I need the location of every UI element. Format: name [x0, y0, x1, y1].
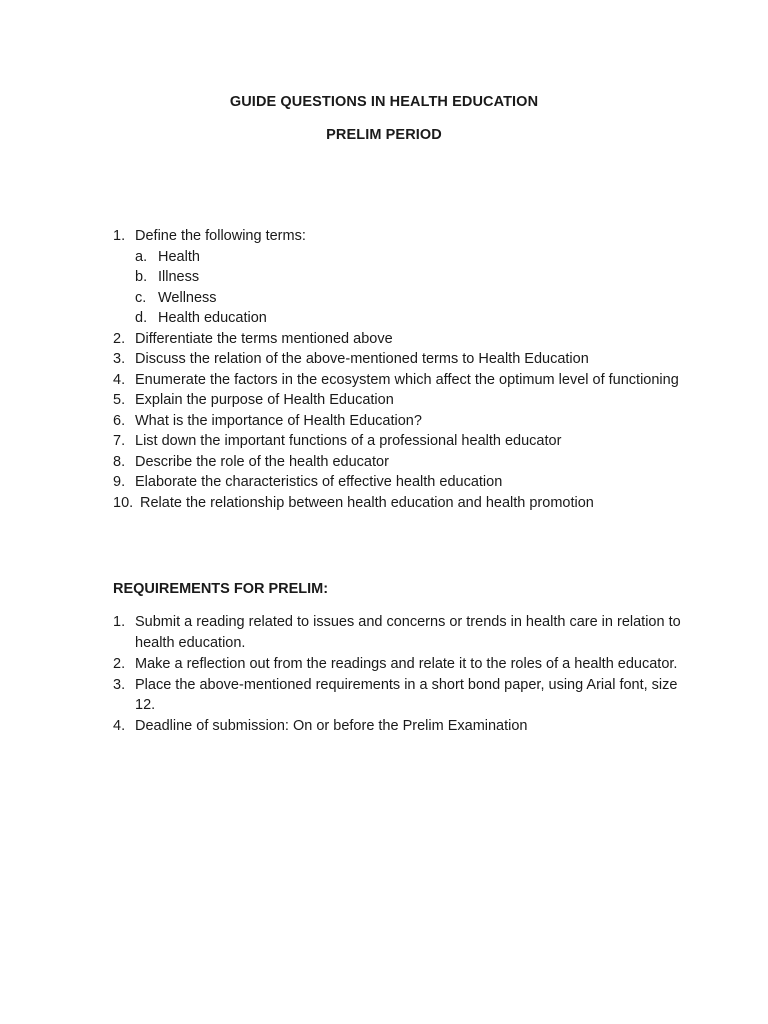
question-text: Enumerate the factors in the ecosystem which affect the optimum level of functioning	[135, 371, 679, 388]
requirements-list	[113, 612, 693, 737]
terms-sublist	[135, 247, 693, 329]
question-text: Elaborate the characteristics of effective health education	[135, 474, 503, 490]
guide-questions-list	[113, 226, 693, 513]
term-item	[135, 247, 693, 268]
requirement-number: 1.	[113, 614, 126, 630]
document-subtitle: PRELIM PERIOD	[326, 127, 442, 143]
term-item	[135, 267, 693, 288]
requirement-text: Deadline of submission: On or before the Prelim Examination	[135, 718, 528, 734]
document-title: GUIDE QUESTIONS IN HEALTH EDUCATION	[229, 94, 539, 110]
requirement-item-1	[113, 612, 693, 653]
term-text: Wellness	[158, 289, 217, 306]
requirement-item-3	[113, 675, 693, 716]
question-item-8	[113, 452, 693, 473]
requirement-item-2	[113, 654, 693, 675]
requirement-item-4	[113, 716, 693, 737]
requirement-text: Submit a reading related to issues and concerns or trends in health care in relation to health education.	[135, 614, 681, 651]
question-number: 7.	[113, 433, 126, 449]
question-text: Describe the role of the health educator	[135, 453, 389, 470]
question-number: 2.	[113, 330, 126, 347]
question-item-7	[113, 431, 693, 452]
term-item	[135, 288, 693, 309]
requirement-number: 2.	[113, 655, 126, 672]
question-number: 1.	[113, 228, 126, 244]
question-number: 5.	[113, 392, 126, 408]
question-number: 8.	[113, 453, 126, 470]
question-number: 10.	[113, 494, 134, 511]
requirement-text: Place the above-mentioned requirements in a short bond paper, using Arial font, size 12.	[135, 676, 678, 713]
term-text: Illness	[158, 269, 200, 285]
question-number: 4.	[113, 371, 126, 388]
question-text: Differentiate the terms mentioned above	[135, 330, 393, 347]
term-text: Health education	[158, 310, 267, 326]
question-item-9	[113, 472, 693, 493]
question-item-5	[113, 390, 693, 411]
requirements-heading: REQUIREMENTS FOR PRELIM:	[113, 581, 329, 597]
question-item-3	[113, 349, 693, 370]
question-number: 6.	[113, 412, 126, 429]
question-text: What is the importance of Health Education?	[135, 412, 422, 429]
question-text: Explain the purpose of Health Education	[135, 392, 394, 408]
question-number: 3.	[113, 351, 126, 367]
requirement-number: 4.	[113, 718, 126, 734]
question-item-4	[113, 370, 693, 391]
term-letter: d.	[135, 310, 148, 326]
question-item-6	[113, 411, 693, 432]
question-text: List down the important functions of a professional health educator	[135, 433, 562, 449]
term-letter: a.	[135, 248, 148, 265]
question-text: Define the following terms:	[135, 228, 306, 244]
requirement-text: Make a reflection out from the readings and relate it to the roles of a health educator.	[135, 655, 678, 672]
term-item	[135, 308, 693, 329]
question-item-2	[113, 329, 693, 350]
question-text: Discuss the relation of the above-mentioned terms to Health Education	[135, 351, 589, 367]
question-item-1	[113, 226, 693, 329]
question-text: Relate the relationship between health education and health promotion	[140, 494, 594, 511]
question-number: 9.	[113, 474, 126, 490]
term-text: Health	[158, 248, 200, 265]
term-letter: b.	[135, 269, 148, 285]
requirement-number: 3.	[113, 676, 126, 693]
question-item-10	[113, 493, 693, 514]
term-letter: c.	[135, 289, 147, 306]
